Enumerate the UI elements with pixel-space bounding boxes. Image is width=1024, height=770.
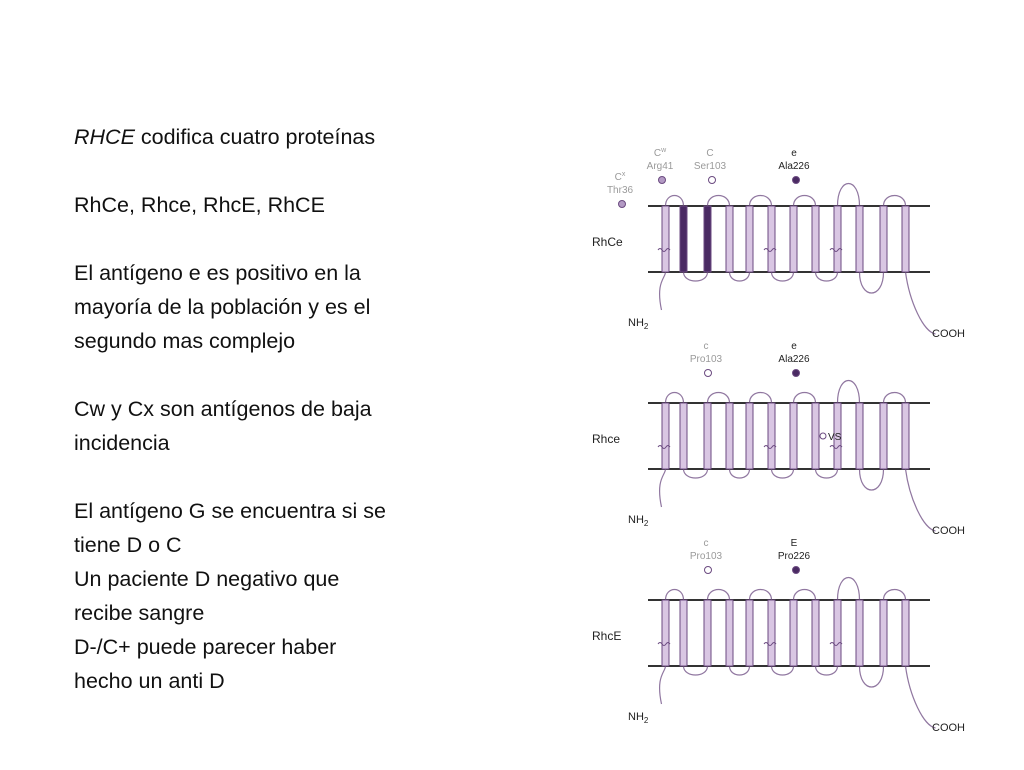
annotation-superscript: x [621,171,626,178]
annotation-residue: Ala226 [778,161,810,172]
transmembrane-segment [662,206,669,272]
rh-protein-diagrams [580,130,1000,770]
title-line [74,120,474,154]
transmembrane-segment [704,403,711,469]
transmembrane-segment [790,206,797,272]
annotation-residue: Arg41 [646,161,674,172]
cooh-label: COOH [932,328,965,340]
annotation-antigen: C [706,148,714,159]
annotation-residue: Ala226 [778,354,810,365]
transmembrane-segment [768,206,775,272]
transmembrane-segment [746,403,753,469]
transmembrane-segment [704,600,711,666]
transmembrane-segment [790,600,797,666]
nh2-label: $NH_2$ [628,514,649,528]
transmembrane-segment [680,600,687,666]
residue-dot [793,177,800,184]
transmembrane-segment [812,600,819,666]
protein-diagram-RhcE [592,538,965,734]
transmembrane-segment [726,600,733,666]
transmembrane-segment [746,600,753,666]
residue-dot [793,567,800,574]
transmembrane-segment [880,600,887,666]
nh2-label: $NH_2$ [628,317,649,331]
para-g-line: D-/C+ puede parecer haber [74,635,337,659]
annotation-residue: Thr36 [606,185,634,196]
residue-dot [659,177,666,184]
protein-diagram-Rhce [592,341,965,537]
transmembrane-segment [812,403,819,469]
transmembrane-segment [902,600,909,666]
residue-dot [705,567,712,574]
residue-dot [705,370,712,377]
transmembrane-segment [768,600,775,666]
transmembrane-segment [880,403,887,469]
transmembrane-segment [662,403,669,469]
slide-text [74,120,474,698]
para-e-line: mayoría de la población y es el [74,295,371,319]
transmembrane-segment [790,403,797,469]
transmembrane-segment [812,206,819,272]
para-g-line: tiene D o C [74,533,182,557]
transmembrane-segment [834,206,841,272]
para-g-line: recibe sangre [74,601,205,625]
annotation-superscript: w [661,147,667,154]
transmembrane-segment [680,206,687,272]
para-e-line: segundo mas complejo [74,329,296,353]
annotation-residue: Pro103 [689,551,723,562]
transmembrane-segment [662,600,669,666]
nh2-label: $NH_2$ [628,711,649,725]
nh2-subscript: 2 [643,322,649,331]
transmembrane-segment [902,206,909,272]
residue-dot [619,201,626,208]
vs-dot [820,433,826,439]
para-g-line: El antígeno G se encuentra si se [74,499,386,523]
annotation-residue: Ser103 [693,161,727,172]
para-g-line: Un paciente D negativo que [74,567,340,591]
transmembrane-segment [726,403,733,469]
gene-name: RHCE [74,125,135,149]
annotation-antigen: $C^x$ [614,171,626,183]
residue-dot [793,370,800,377]
protein-list: RhCe, Rhce, RhcE, RhCE [74,193,325,217]
annotation-antigen: c [703,341,709,352]
protein-label: RhCe [592,235,623,249]
annotation-antigen: E [790,538,798,549]
protein-label: Rhce [592,432,621,446]
annotation-residue: Pro226 [777,551,811,562]
transmembrane-segment [834,600,841,666]
transmembrane-segment [726,206,733,272]
residue-dot [709,177,716,184]
annotation-antigen: $C^w$ [653,147,667,159]
title-rest: codifica cuatro proteínas [134,125,376,149]
transmembrane-segment [856,206,863,272]
transmembrane-segment [880,206,887,272]
annotation-antigen: e [791,148,797,159]
protein-label: RhcE [592,629,622,643]
transmembrane-segment [768,403,775,469]
transmembrane-segment [856,403,863,469]
para-cw-line: Cw y Cx son antígenos de baja [74,397,372,421]
transmembrane-segment [704,206,711,272]
protein-diagram-RhCe [592,147,965,340]
transmembrane-segment [680,403,687,469]
annotation-antigen: e [791,341,797,352]
para-g-line: hecho un anti D [74,669,225,693]
vs-label: VS [828,432,842,443]
transmembrane-segment [746,206,753,272]
annotation-antigen: c [703,538,709,549]
transmembrane-segment [902,403,909,469]
para-cw-line: incidencia [74,431,170,455]
para-e-line: El antígeno e es positivo en la [74,261,361,285]
nh2-subscript: 2 [643,716,649,725]
annotation-residue: Pro103 [689,354,723,365]
nh2-subscript: 2 [643,519,649,528]
cooh-label: COOH [932,525,965,537]
transmembrane-segment [856,600,863,666]
cooh-label: COOH [932,722,965,734]
